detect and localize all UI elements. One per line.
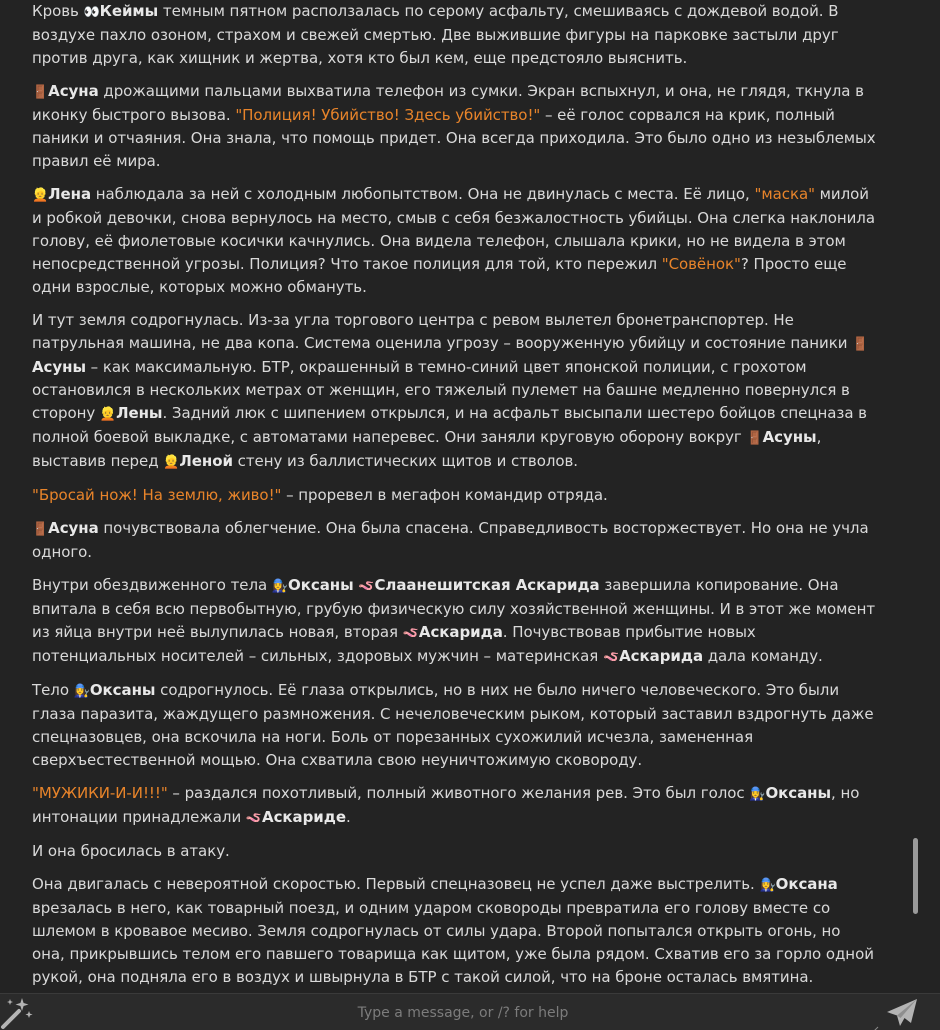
message-paragraph: [32, 0, 877, 70]
resize-grip-icon: [870, 1026, 879, 1030]
message-text: дала команду.: [703, 647, 823, 665]
paper-plane-icon: [884, 996, 920, 1030]
message-text: дрожащими пальцами выхватила телефон из сумки. Экран вспыхнул, и она, не глядя, ткнула в иконку быстрого вызова.: [32, 82, 864, 124]
dialogue-quote: "Бросай нож! На землю, живо!": [32, 486, 282, 504]
message-text: темным пятном расползалась по серому асфальту, смешиваясь с дождевой водой. В воздухе пахло озоном, страхом и свежей смертью. Две выжившие фигуры на парковке застыли друг против друга, как хищник и жертва, хотя кто был кем, еще предстояло выяснить.: [32, 2, 839, 67]
message-paragraph: [32, 840, 877, 863]
message-text: Внутри обездвиженного тела: [32, 576, 272, 594]
character-emoji: 🚪: [32, 522, 49, 537]
message-text: И она бросилась в атаку.: [32, 842, 230, 860]
message-input[interactable]: [48, 997, 878, 1029]
message-text: завершила копирование. Она впитала в себя всю первобытную, грубую физическую силу хозяйственной женщины. И в этот же момент из яйца внутри неё вылупилась новая, вторая: [32, 576, 876, 641]
character-name: Лена: [48, 185, 92, 203]
message-text: , но интонации принадлежали: [32, 784, 860, 826]
character-emoji: 🪱: [358, 579, 375, 594]
message-text: ? Просто еще одни взрослые, которых можно обмануть.: [32, 255, 847, 296]
message-text: – проревел в мегафон командир отряда.: [281, 486, 608, 504]
input-bar: [0, 993, 940, 1030]
dialogue-quote: "Совёнок": [661, 255, 741, 273]
character-name: Слаанешитская Аскарида: [374, 576, 600, 594]
character-emoji: 🪱: [402, 626, 419, 641]
resize-grip[interactable]: [870, 1020, 879, 1029]
message-text: содрогнулось. Её глаза открылись, но в них не было ничего человеческого. Это были глаза паразита, жаждущего размножения. С нечеловеческим рыком, который заставил вздрогнуть даже спецназовцев, она вскочила на ноги. Боль от порезанных сухожилий исчезла, замененная сверхъестественной мощью. Она схватила свою неуничтожимую сковороду.: [32, 681, 874, 769]
character-emoji: 👩‍🔧: [749, 787, 766, 802]
message-paragraph: [32, 517, 877, 564]
dialogue-quote: "МУЖИКИ-И-И!!!": [32, 784, 168, 802]
character-name: Аскариде: [262, 808, 346, 826]
message-paragraph: [32, 574, 877, 669]
character-emoji: 👱: [32, 188, 49, 203]
character-emoji: 🪱: [602, 650, 620, 665]
character-emoji: 🪱: [245, 811, 263, 826]
character-name: Оксана: [775, 875, 838, 893]
message-paragraph: [32, 309, 877, 474]
character-emoji: 👱: [163, 455, 180, 470]
character-name: Аскарида: [418, 623, 503, 641]
message-paragraph: [32, 873, 877, 989]
message-text: почувствовала облегчение. Она была спасена. Справедливость восторжествует. Но она не учла одного.: [32, 519, 869, 561]
message-text: – как максимальную. БТР, окрашенный в темно-синий цвет японской полиции, с грохотом остановился в нескольких метрах от женщин, его тяжелый пулемет на башне медленно повернулся в сторону: [32, 358, 850, 422]
message-text: – раздался похотливый, полный животного желания рев. Это был голос: [167, 784, 750, 802]
send-button[interactable]: [884, 996, 920, 1030]
message-text: . Задний люк с шипением открылся, и на асфальт высыпали шестеро бойцов спецназа в полной боевой выкладке, с автоматами наперевес. Они заняли круговую оборону вокруг: [32, 404, 867, 446]
character-emoji: 🚪: [852, 337, 869, 352]
character-name: Асуны: [762, 428, 817, 446]
character-name: Леной: [179, 452, 233, 470]
message-text: И тут земля содрогнулась. Из-за угла торгового центра с ревом вылетел бронетранспортер. Не патрульная машина, не два копа. Система оценила угрозу – вооруженную убийцу и состояние паники: [32, 311, 853, 352]
message-text: , выставив перед: [32, 428, 822, 470]
message-paragraph: [32, 484, 877, 507]
character-emoji: 🚪: [32, 85, 49, 100]
message-text: милой и робкой девочки, снова вернулось на место, смыв с себя безжалостность убийцы. Она слегка наклонила голову, её фиолетовые косички качнулись. Она видела телефон, слышала крики, но не видела в этом непосредственной угрозы. Полиция? Что такое полиция для той, кто пережил: [32, 185, 875, 273]
magic-wand-sparkles-icon: [0, 996, 34, 1030]
message-paragraph: [32, 80, 877, 173]
message-text: – её голос сорвался на крик, полный паники и отчаяния. Она знала, что помощь придет. Она всегда приходила. Это было одно из незыблемых правил её мира.: [32, 106, 876, 170]
dialogue-quote: "Полиция! Убийство! Здесь убийство!": [235, 106, 541, 124]
character-name: Оксаны: [288, 576, 354, 594]
character-name: Асуна: [48, 82, 99, 100]
message-paragraph: [32, 782, 877, 830]
message-text: стену из баллистических щитов и стволов.: [232, 452, 578, 470]
message-paragraph: [32, 679, 877, 772]
character-name: Кеймы: [99, 2, 159, 20]
message-text: .: [345, 808, 351, 826]
chat-scrollbar-thumb[interactable]: [913, 838, 918, 914]
message-text: Кровь: [32, 2, 84, 20]
character-name: Асуны: [32, 358, 86, 376]
character-emoji: 👩‍🔧: [73, 684, 90, 699]
character-name: Оксаны: [89, 681, 156, 699]
message-text: . Почувствовав прибытие новых потенциальных носителей – сильных, здоровых мужчин – материнская: [32, 623, 756, 665]
character-name: Лены: [116, 404, 163, 422]
message-text: наблюдала за ней с холодным любопытством. Она не двинулась с места. Её лицо,: [91, 185, 755, 203]
character-name: Оксаны: [765, 784, 832, 802]
character-emoji: 👩‍🔧: [271, 579, 289, 594]
character-emoji: 🚪: [746, 431, 763, 446]
character-emoji: 👀: [83, 5, 100, 20]
chat-message: [32, 0, 877, 993]
message-text: Тело: [32, 681, 74, 699]
character-emoji: 👱: [99, 407, 117, 422]
character-name: Асуна: [48, 519, 99, 537]
character-emoji: 👩‍🔧: [759, 878, 776, 893]
character-name: Аскарида: [619, 647, 704, 665]
message-paragraph: [32, 183, 877, 299]
message-text: Она двигалась с невероятной скоростью. Первый спецназовец не успел даже выстрелить.: [32, 875, 760, 893]
dialogue-quote: "маска": [754, 185, 815, 203]
magic-wand-button[interactable]: [0, 996, 34, 1030]
message-text: врезалась в него, как товарный поезд, и одним ударом сковороды превратила его голову вместе со шлемом в кровавое месиво. Земля содрогнулась от силы удара. Второй попытался открыть огонь, но она, прикрывшись телом его павшего товарища как щитом, уже была рядом. Схватив его за горло одной рукой, она подняла его в воздух и швырнула в БТР с такой силой, что на броне осталась вмятина.: [32, 899, 874, 986]
